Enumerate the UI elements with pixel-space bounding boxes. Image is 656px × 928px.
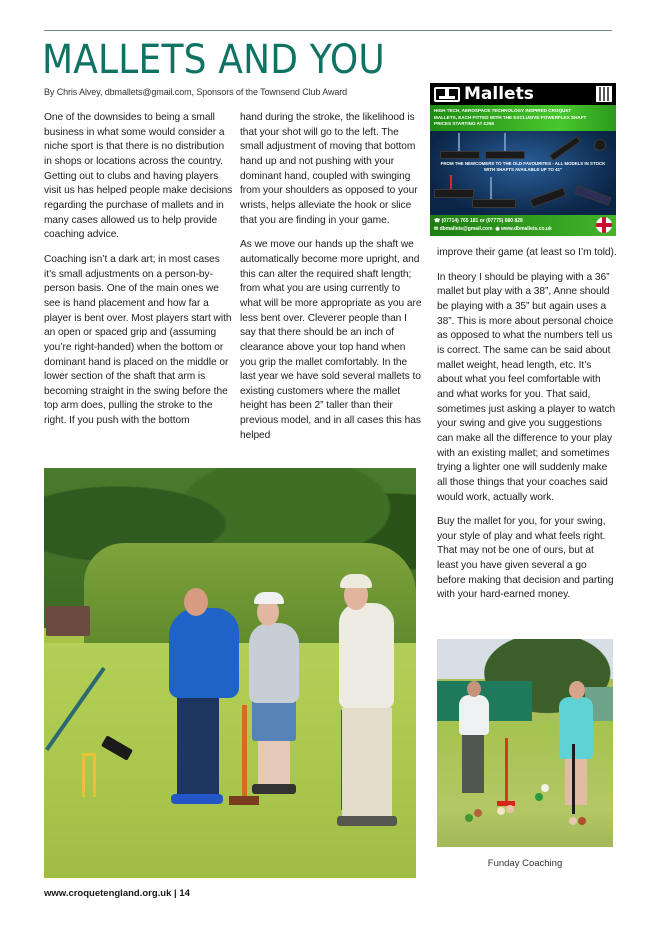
person-player: [467, 681, 481, 697]
photo-caption: Funday Coaching: [487, 858, 563, 869]
text-column-1: [44, 111, 234, 439]
email-icon: ✉: [434, 226, 440, 232]
person-coach: [559, 697, 593, 759]
advert-brand: Mallets: [464, 84, 534, 104]
tagline-line: PRICES STARTING AT £268: [434, 121, 494, 127]
union-flag-icon: [596, 217, 612, 233]
croquet-ball: [541, 784, 549, 792]
croquet-ball: [569, 817, 577, 825]
small-photo: [437, 639, 613, 847]
mallet-icon: [485, 151, 525, 159]
stock-line: WITH SHAFTS AVAILABLE UP TO 41": [483, 167, 563, 172]
mallet-shaft: [505, 738, 508, 804]
person-coach: [569, 681, 585, 699]
person-player: [340, 574, 372, 588]
advert-tagline: [430, 105, 616, 131]
paragraph: improve their game (at least so I’m told).: [437, 247, 617, 258]
advert-mallet-showcase: [430, 131, 616, 215]
person-coach: [169, 608, 239, 698]
advert-stock-text: [430, 161, 616, 173]
paragraph: In theory I should be playing with a 36” mallet but play with a 38”, Anne should be playing with a 35” but again uses a 38”. This is more about personal choice as opposed to what the numbers tell us is correct. The same can be said about mallet weight, head length, etc. It’s about what you feel comfortable with and what works for you. That said, sometimes just asking a player to watch your swing and give you suggestions can make all the difference to your play with an existing mallet; and sometimes trying a lighter one will suddenly make all those things that your coaches said would work, actually work.: [437, 271, 616, 503]
mallet-icon: [472, 199, 516, 208]
croquet-ball: [497, 807, 505, 815]
person-coach: [177, 693, 219, 798]
globe-icon: ◉: [495, 226, 502, 232]
paragraph: As we move our hands up the shaft we automatically become more upright, and this can alter the required shaft length; from what you are using currently to what will be more appropriate as you are less bent over. Cleverer people than I say that there should be an inch of clearance above your top hand when you grip the mallet comfortably. In the last year we have sold several mallets to existing customers where the mallet height has been 2” taller than their previous model, and in all cases this has helped: [240, 239, 422, 441]
tagline-line: MALLETS, EACH FITTED WITH THE EXCLUSIVE POWERFLEX SHAFT: [434, 114, 587, 120]
mallet-icon: [575, 185, 612, 206]
advert-phone: ☎ (07714) 765 181 or (07775) 680 828: [434, 218, 523, 224]
mallet-icon: [434, 189, 474, 198]
person-player: [342, 706, 392, 818]
header-rule: [44, 30, 612, 31]
person-coach: [565, 757, 587, 805]
qr-code-icon: [596, 86, 612, 102]
mallet-icon: [594, 139, 606, 151]
person-player: [462, 733, 484, 793]
croquet-ball: [474, 809, 482, 817]
person-player: [459, 695, 489, 735]
mallet-icon: [549, 136, 581, 161]
paragraph: Coaching isn’t a dark art; in most cases it’s small adjustments on a person-by-person basis. One of the main ones we see is hand placement and how far a player is bent over. Most players start with an open or spaced grip and (assuming you’re right-handed) when the bottom or dominant hand is placed on the middle or lower section of the shaft that arm is becoming straight in the swing before the top arm does, pulling the stroke to the right. If you push with the bottom: [44, 253, 232, 427]
mallet-icon: [440, 151, 480, 159]
person-player: [258, 740, 290, 785]
main-photo: [44, 468, 416, 878]
text-column-2: [240, 111, 423, 453]
mallet-shaft: [572, 744, 575, 814]
croquet-ball: [535, 793, 543, 801]
person-player: [249, 623, 299, 703]
person-coach: [184, 588, 208, 616]
article-title: MALLETS AND YOU: [42, 37, 385, 83]
mallet-icon: [530, 187, 567, 208]
person-player: [337, 816, 397, 826]
person-coach: [171, 794, 223, 804]
advert-contact: [430, 215, 616, 236]
photo-bench: [46, 606, 90, 636]
text-column-3: [437, 246, 617, 613]
advert-email[interactable]: dbmallets@gmail.com: [439, 226, 493, 232]
advert-header: [430, 83, 616, 105]
stock-line: FROM THE NEWCOMERS TO THE OLD FAVOURITES - ALL MODELS IN STOCK: [440, 161, 606, 166]
paragraph: Buy the mallet for you, for your swing, your style of play and what feels right. That may not be one of ours, but at least you have given several a go before making that decision and parting with your hard-earned money.: [437, 516, 614, 601]
dbmallets-advert[interactable]: [430, 83, 616, 236]
paragraph: hand during the stroke, the likelihood is that your shot will go to the left. The small adjustment of moving that bottom hand up and not pushing with your dominant hand, coupled with swinging from your shoulders as opposed to your wrists, helps alleviate the hook or slice that you are finding in your game.: [240, 112, 418, 226]
mallet-shaft: [242, 705, 247, 800]
person-player: [252, 784, 296, 794]
page-footer: www.croquetengland.org.uk | 14: [44, 888, 190, 899]
paragraph: One of the downsides to being a small business in what some would consider a niche sport is that there is no distribution in shops or locations across the country. Getting out to clubs and having players visit us has helped people make decisions regarding the purchase of mallets and in many cases allowed us to help provide coaching advice.: [44, 112, 233, 241]
croquet-ball: [506, 805, 514, 813]
advert-website[interactable]: www.dbmallets.co.uk: [501, 226, 552, 232]
mallet-icon: [490, 177, 492, 199]
tagline-line: HIGH TECH, AEROSPACE TECHNOLOGY INSPIRED CROQUET: [434, 108, 572, 113]
advert-contact-line: [434, 225, 612, 233]
db-logo-icon: [434, 87, 460, 102]
person-player: [339, 603, 394, 708]
croquet-hoop: [82, 753, 96, 797]
croquet-ball: [578, 817, 586, 825]
croquet-ball: [465, 814, 473, 822]
person-player: [254, 592, 284, 604]
mallet-head: [229, 796, 259, 805]
article-byline: By Chris Alvey, dbmallets@gmail.com, Sponsors of the Townsend Club Award: [44, 87, 348, 97]
